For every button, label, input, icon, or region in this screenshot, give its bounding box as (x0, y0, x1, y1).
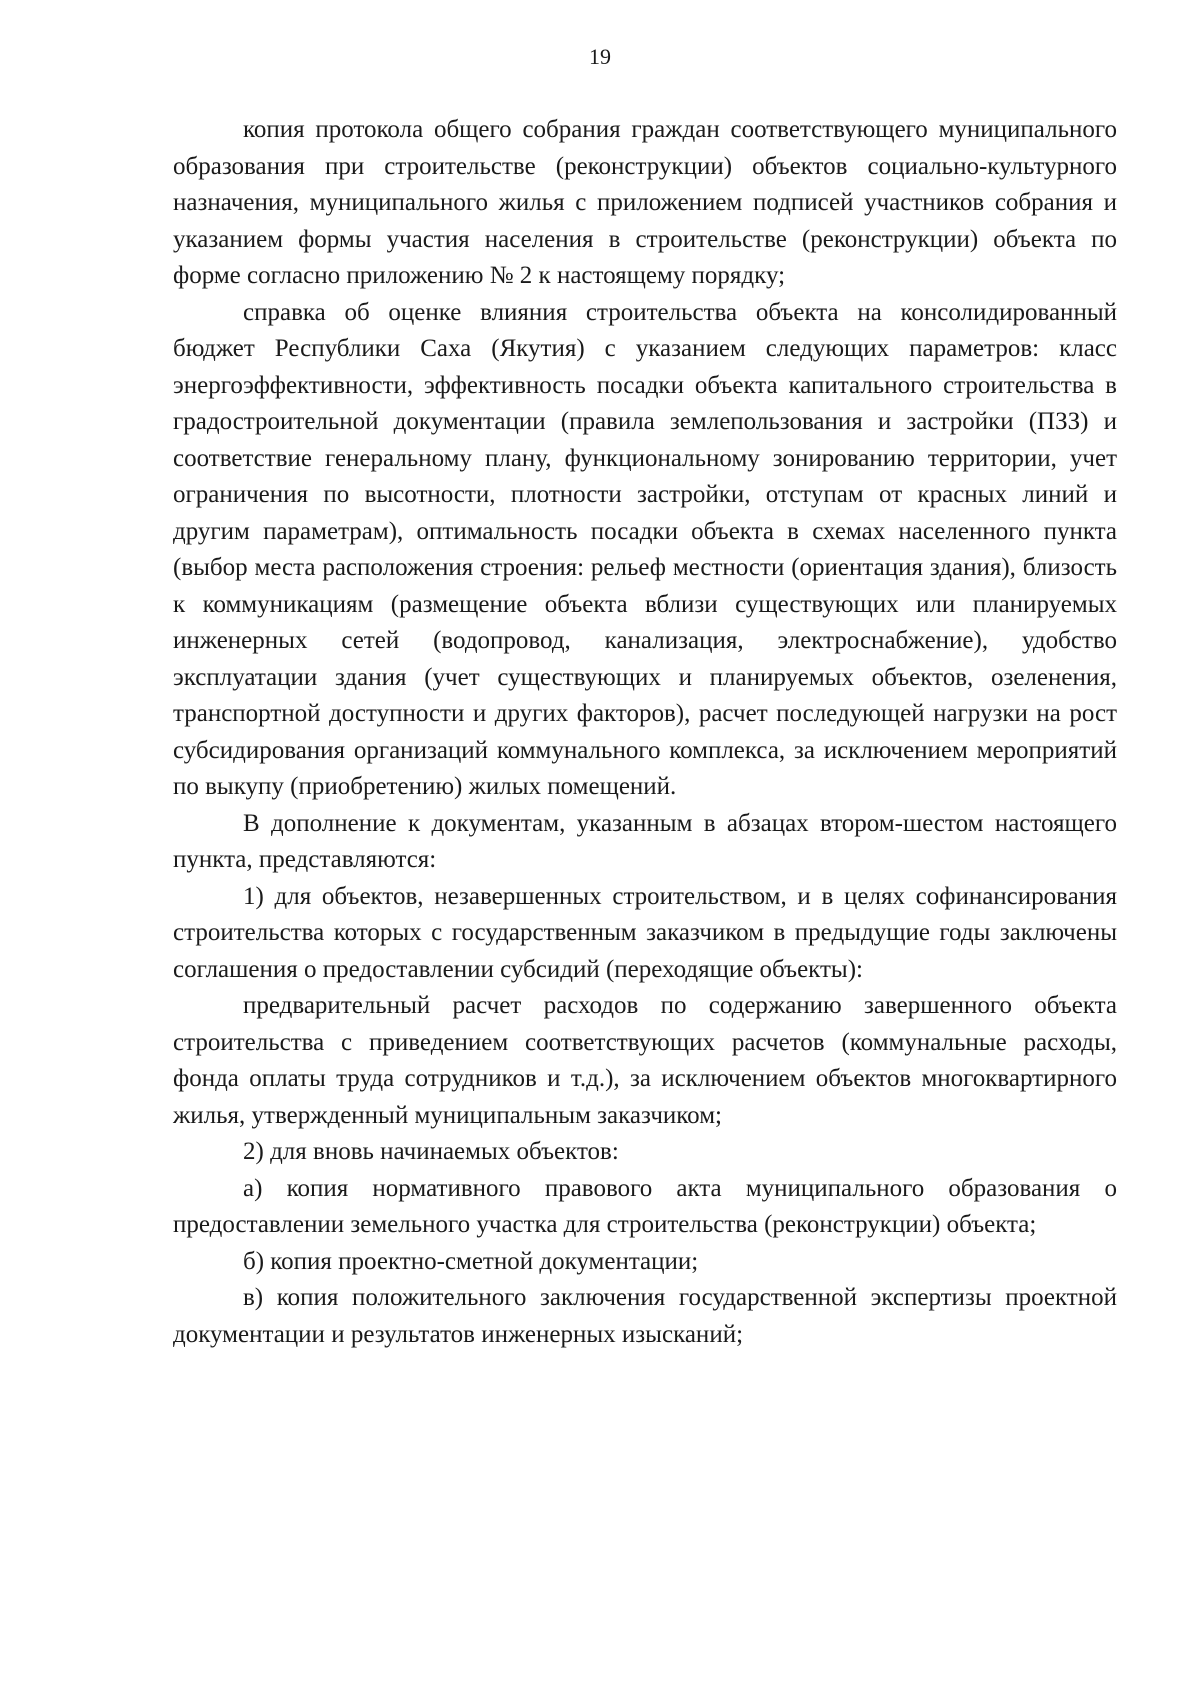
paragraph-item-1-unfinished-objects: 1) для объектов, незавершенных строительством, и в целях софинансирования строительства которых с государственным заказчиком в предыдущие годы заключены соглашения о предоставлении субсидий (переходящие объекты): (173, 882, 1117, 983)
paragraph-item-c-expertise-conclusion: в) копия положительного заключения государственной экспертизы проектной документации и результатов инженерных изысканий; (173, 1284, 1117, 1348)
paragraph-budget-impact-certificate: справка об оценке влияния строительства объекта на консолидированный бюджет Республики Саха (Якутия) с указанием следующих параметров: класс энергоэффективности, эффективность посадки объекта капитального строительства в градостроительной документации (правила землепользования и застройки (ПЗЗ) и соответствие генеральному плану, функциональному зонированию территории, учет ограничения по высотности, плотности застройки, отступам от красных линий и другим параметрам), оптимальность посадки объекта в схемах населенного пункта (выбор места расположения строения: рельеф местности (ориентация здания), близость к коммуникациям (размещение объекта вблизи существующих или планируемых инженерных сетей (водопровод, канализация, электроснабжение), удобство эксплуатации здания (учет существующих и планируемых объектов, озеленения, транспортной доступности и других факторов), расчет последующей нагрузки на рост субсидирования организаций коммунального комплекса, за исключением мероприятий по выкупу (приобретению) жилых помещений. (173, 298, 1117, 800)
paragraph-item-2-new-objects: 2) для вновь начинаемых объектов: (243, 1138, 619, 1165)
paragraph-maintenance-cost-estimate: предварительный расчет расходов по содержанию завершенного объекта строительства с приведением соответствующих расчетов (коммунальные расходы, фонда оплаты труда сотрудников и т.д.), за исключением объектов многоквартирного жилья, утвержденный муниципальным заказчиком; (173, 992, 1117, 1129)
paragraph-protocol-copy: копия протокола общего собрания граждан соответствующего муниципального образования при строительстве (реконструкции) объектов социально-культурного назначения, муниципального жилья с приложением подписей участников собрания и указанием формы участия населения в строительстве (реконструкции) объекта по форме согласно приложению № 2 к настоящему порядку; (173, 116, 1117, 289)
paragraph-item-b-design-estimate-docs: б) копия проектно-сметной документации; (243, 1247, 699, 1275)
paragraph-additional-documents-intro: В дополнение к документам, указанным в абзацах втором-шестом настоящего пункта, представляются: (173, 809, 1117, 873)
page-number: 19 (589, 44, 611, 69)
paragraph-item-a-land-plot-act: а) копия нормативного правового акта муниципального образования о предоставлении земельного участка для строительства (реконструкции) объекта; (173, 1174, 1117, 1238)
document-body (173, 112, 1117, 1353)
